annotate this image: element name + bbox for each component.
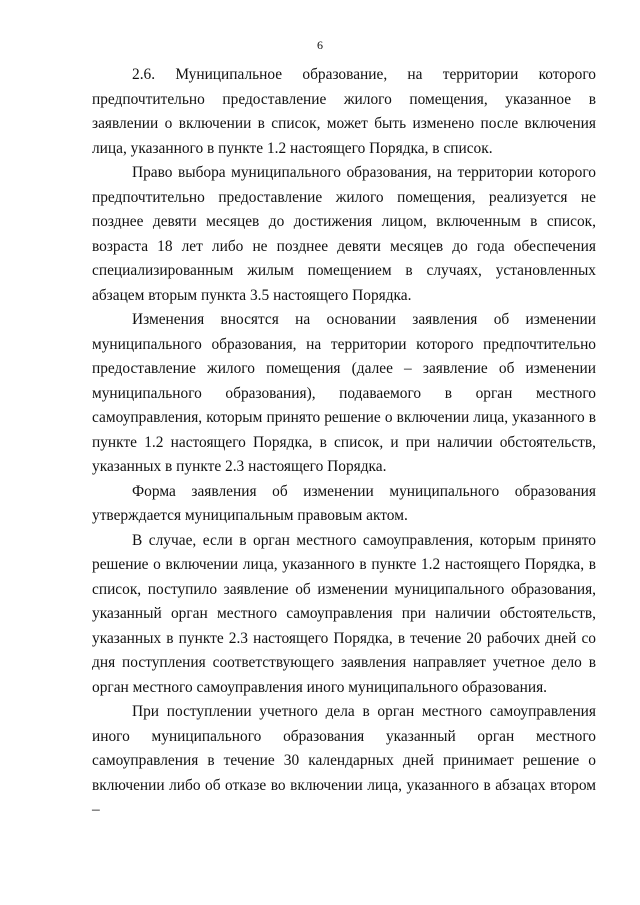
paragraph-2-6: 2.6. Муниципальное образование, на территории которого предпочтительно предоставление жилого помещения, указанное в заявлении о включении в список, может быть изменено после включения лица, указанного в пункте 1.2 настоящего Порядка, в список. <box>92 66 596 157</box>
paragraph-changes-basis: Изменения вносятся на основании заявления об изменении муниципального образования, на территории которого предпочтительно предоставление жилого помещения (далее – заявление об изменении муниципального образования), подаваемого в орган местного самоуправления, которым принято решение о включении лица, указанного в пункте 1.2 настоящего Порядка, в список, и при наличии обстоятельств, указанных в пункте 2.3 настоящего Порядка. <box>92 311 596 475</box>
paragraph-case-transfer: В случае, если в орган местного самоуправления, которым принято решение о включении лица, указанного в пункте 1.2 настоящего Порядка, в список, поступило заявление об изменении муниципального образования, указанный орган местного самоуправления при наличии обстоятельств, указанных в пункте 2.3 настоящего Порядка, в течение 20 рабочих дней со дня поступления соответствующего заявления направляет учетное дело в орган местного самоуправления иного муниципального образования. <box>92 531 596 696</box>
page-number: 6 <box>317 38 323 52</box>
document-body <box>92 63 596 823</box>
paragraph-case-receipt: При поступлении учетного дела в орган местного самоуправления иного муниципального образования указанный орган местного самоуправления в течение 30 календарных дней принимает решение о включении либо об отказе во включении лица, указанного в абзацах втором – <box>92 703 596 818</box>
paragraph-application-form: Форма заявления об изменении муниципального образования утверждается муниципальным правовым актом. <box>92 482 596 524</box>
paragraph-right-of-choice: Право выбора муниципального образования, на территории которого предпочтительно предоставление жилого помещения, реализуется не позднее девяти месяцев до достижения лицом, включенным в список, возраста 18 лет либо не позднее девяти месяцев до года обеспечения специализированным жилым помещением в случаях, установленных абзацем вторым пункта 3.5 настоящего Порядка. <box>92 164 596 304</box>
